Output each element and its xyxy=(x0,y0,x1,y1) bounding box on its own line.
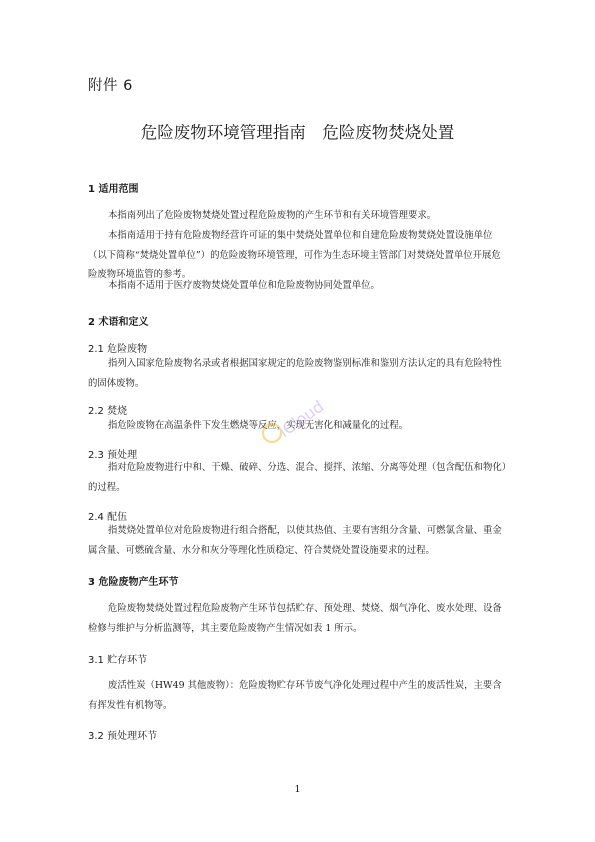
subsection-heading-2-2: 2.2 焚烧 xyxy=(88,406,128,417)
attachment-label: 附件 6 xyxy=(88,78,133,94)
paragraph-definition-2-1: 指列入国家危险废物名录或者根据国家规定的危险废物鉴别标准和鉴别方法认定的具有危险特性的固体废物。 xyxy=(88,358,502,389)
paragraph-storage-stage: 废活性炭（HW49 其他废物）：危险废物贮存环节废气净化处理过程中产生的废活性炭，主要含有挥发性有机物等。 xyxy=(88,680,502,711)
paragraph-definition-2-3: 指对危险废物进行中和、干燥、破碎、分选、混合、搅拌、浓缩、分离等处理（包含配伍和物化）的过程。 xyxy=(88,462,507,493)
section-heading-1: 1 适用范围 xyxy=(88,184,139,195)
svg-text:iCloud: iCloud xyxy=(275,396,328,442)
paragraph-scope-3: 本指南不适用于医疗废物焚烧处置单位和危险废物协同处置单位。 xyxy=(108,280,380,291)
subsection-heading-2-3: 2.3 预处理 xyxy=(88,450,138,461)
paragraph-definition-2-2: 指危险废物在高温条件下发生燃烧等反应，实现无害化和减量化的过程。 xyxy=(108,420,409,431)
paragraph-scope-2: 本指南适用于持有危险废物经营许可证的集中焚烧处置单位和自建危险废物焚烧处置设施单位（以下简称“焚烧处置单位”）的危险废物环境管理，可作为生态环境主管部门对焚烧处置单位开展危险废物环境监管的参考。 xyxy=(88,230,501,280)
subsection-heading-3-1: 3.1 贮存环节 xyxy=(88,655,148,666)
paragraph-definition-2-4: 指焚烧处置单位对危险废物进行组合搭配，以使其热值、主要有害组分含量、可燃氯含量、重金属含量、可燃硫含量、水分和灰分等理化性质稳定、符合焚烧处置设施要求的过程。 xyxy=(88,525,502,556)
section-heading-3: 3 危险废物产生环节 xyxy=(88,577,179,588)
document-title: 危险废物环境管理指南 危险废物焚烧处置 xyxy=(140,123,455,142)
subsection-heading-3-2: 3.2 预处理环节 xyxy=(88,731,158,742)
paragraph-scope-1: 本指南列出了危险废物焚烧处置过程危险废物的产生环节和有关环境管理要求。 xyxy=(108,210,437,221)
page-number: 1 xyxy=(294,784,301,795)
section-heading-2: 2 术语和定义 xyxy=(88,317,149,328)
cloud-watermark-icon xyxy=(258,393,348,453)
subsection-heading-2-4: 2.4 配伍 xyxy=(88,512,128,523)
subsection-heading-2-1: 2.1 危险废物 xyxy=(88,344,148,355)
paragraph-generation-overview: 危险废物焚烧处置过程危险废物产生环节包括贮存、预处理、焚烧、烟气净化、废水处理、设备检修与维护与分析监测等，其主要危险废物产生情况如表 1 所示。 xyxy=(88,603,502,634)
